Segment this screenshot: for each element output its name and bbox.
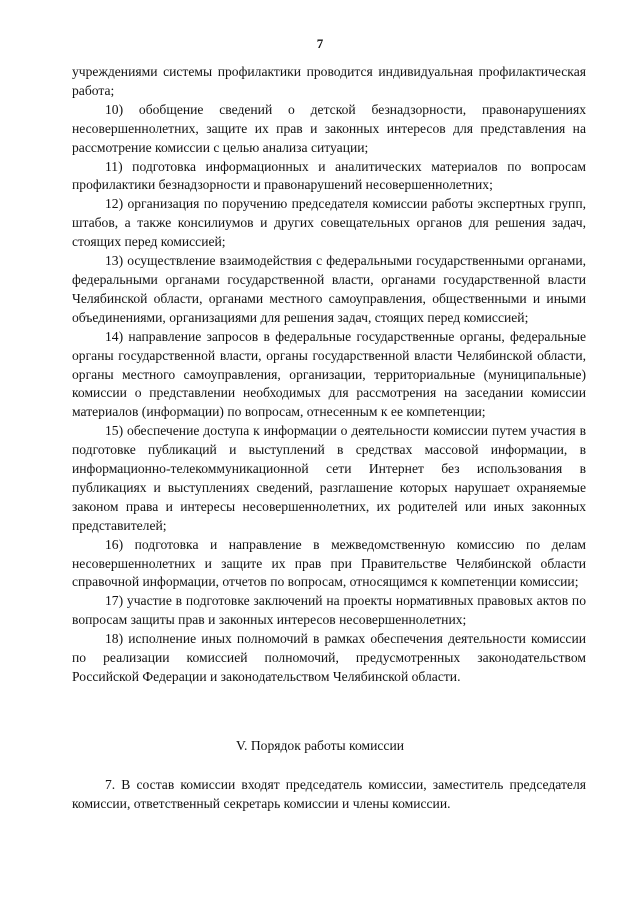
document-body [72, 63, 586, 687]
paragraph-7: 7. В состав комиссии входят председатель комиссии, заместитель председателя комиссии, ответственный секретарь комиссии и члены комиссии. [72, 777, 586, 811]
section-title: V. Порядок работы комиссии [235, 738, 405, 753]
list-item-14: 14) направление запросов в федеральные государственные органы, федеральные органы государственной власти, органы государственной власти Челябинской области, органы местного самоуправления, организации, территориальные (муниципальные) комиссии о представлении необходимых для рассмотрения на заседании комиссии материалов (информации) по вопросам, отнесенным к ее компетенции; [72, 328, 586, 420]
page-number: 7 [316, 36, 324, 51]
list-item-10: 10) обобщение сведений о детской безнадзорности, правонарушениях несовершеннолетних, защите их прав и законных интересов для представления на рассмотрение комиссии с целью анализа ситуации; [72, 101, 586, 155]
list-item-18: 18) исполнение иных полномочий в рамках обеспечения деятельности комиссии по реализации комиссией полномочий, предусмотренных законодательством Российской Федерации и законодательством Челябинской области. [72, 631, 586, 684]
list-item-15: 15) обеспечение доступа к информации о деятельности комиссии путем участия в подготовке публикаций и выступлений в средствах массовой информации, в информационно-телекоммуникационной сети Интернет без использования в публикациях и выступлениях сведений, разглашение которых нарушает охраняемые законом права и интересы несовершеннолетних, их родителей или иных законных представителей; [72, 423, 586, 533]
list-item-12: 12) организация по поручению председателя комиссии работы экспертных групп, штабов, а также консилиумов и других совещательных органов для решения задач, стоящих перед комиссией; [72, 196, 586, 250]
list-item-16: 16) подготовка и направление в межведомственную комиссию по делам несовершеннолетних и защите их прав при Правительстве Челябинской области справочной информации, отчетов по вопросам, относящимся к компетенции комиссии; [72, 536, 586, 590]
list-item-13: 13) осуществление взаимодействия с федеральными государственными органами, федеральными органами государственной власти, органами государственной власти Челябинской области, органами местного самоуправления, общественными и иными объединениями, организациями для решения задач, стоящих перед комиссией; [72, 253, 586, 325]
intro-paragraph: учреждениями системы профилактики проводится индивидуальная профилактическая работа; [72, 64, 586, 98]
list-item-11: 11) подготовка информационных и аналитических материалов по вопросам профилактики безнадзорности и правонарушений несовершеннолетних; [72, 158, 586, 193]
list-item-17: 17) участие в подготовке заключений на проекты нормативных правовых актов по вопросам защиты прав и законных интересов несовершеннолетних; [72, 593, 586, 628]
